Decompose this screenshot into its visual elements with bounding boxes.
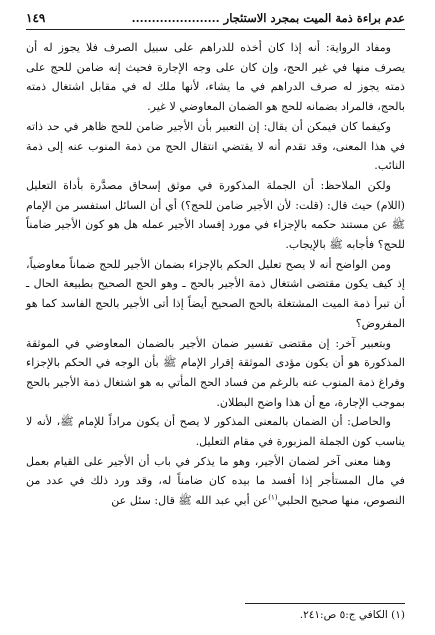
paragraph: ومفاد الرواية: أنه إذا كان أخذه للدراهم على سبيل الصرف فلا يجوز له أن يصرف منها في غير الحج، وإن كان على وجه الإجارة فحيث إنه ضامن للحج على ذمته يجوز له صرف الدراهم في ما يشاء، لأنها ملك له في مقابل اشتغال ذمته بالحج، فالمراد بضمانه للحج هو الضمان المعاوضي لا غير. — [26, 41, 405, 114]
page-number: ١٤٩ — [26, 11, 46, 25]
running-title: عدم براءة ذمة الميت بمجرد الاستئجار ...................... — [131, 11, 405, 25]
body-text — [26, 38, 405, 511]
paragraph-text: وهنا معنى آخر لضمان الأجير، وهو ما يذكر في باب أن الأجير على القيام بعمل في مال المستأجر إذا أفسد ما بيده كان ضامناً له، وقد ورد ذلك في عدد من النصوص، منها صحيح الحلبي — [26, 454, 405, 508]
running-header — [26, 10, 405, 30]
footnote-reference[interactable]: (١) — [268, 493, 278, 502]
paragraph: ولكن الملاحظ: أن الجملة المذكورة في موثق إسحاق مصدَّرة بأداة التعليل (اللام) حيث قال: (قلت: لأن الأجير ضامن للحج؟) أي أن السائل استفسر من الإمام ﷺ عن مستند حكمه بالإجزاء في مورد إفساد الأجير عمله هل هو كون الأجير ضامناً للحج؟ فأجابه ﷺ بالإيجاب. — [26, 178, 405, 252]
paragraph: والحاصل: أن الضمان بالمعنى المذكور لا يصح أن يكون مراداً للإمام ﷺ، لأنه لا يناسب كون الجملة المزبورة في مقام التعليل. — [26, 415, 405, 449]
paragraph: وبتعبير آخر: إن مقتضى تفسير ضمان الأجير بالضمان المعاوضي في الموثقة المذكورة هو أن يكون مؤدى الموثقة إقرار الإمام ﷺ بأن الوجه في الحكم بالإجزاء وفراغ ذمة المنوب عنه بالرغم من فساد الحج المأتي به هو اشتغال ذمة الأجير بالحج بموجب الإجارة، مع أن هذا واضح البطلان. — [26, 336, 405, 409]
paragraph-text-continued: عن أبي عبد الله ﷺ قال: سئل عن — [111, 494, 269, 508]
footnote-separator — [245, 603, 405, 604]
paragraph — [26, 452, 405, 511]
paragraph: وكيفما كان فيمكن أن يقال: إن التعبير بأن الأجير ضامن للحج ظاهر في حد ذاته في هذا المعنى، وقد تقدم أنه لا يقتضي انتقال الحج من ذمة المنوب عنه إلى ذمة النائب. — [26, 119, 405, 173]
footnote: (١) الكافي ج:٥ ص:٢٤١. — [299, 609, 405, 621]
paragraph: ومن الواضح أنه لا يصح تعليل الحكم بالإجزاء بضمان الأجير للحج ضماناً معاوضياً، إذ كيف يكون مقتضى اشتغال ذمة الأجير بالحج ـ وهو الحج الصحيح بطبيعة الحال ـ أن تبرأ ذمة الميت المشتغلة بالحج الصحيح أيضاً إذا أتى الأجير بالحج الفاسد كما هو المفروض؟ — [26, 257, 405, 330]
